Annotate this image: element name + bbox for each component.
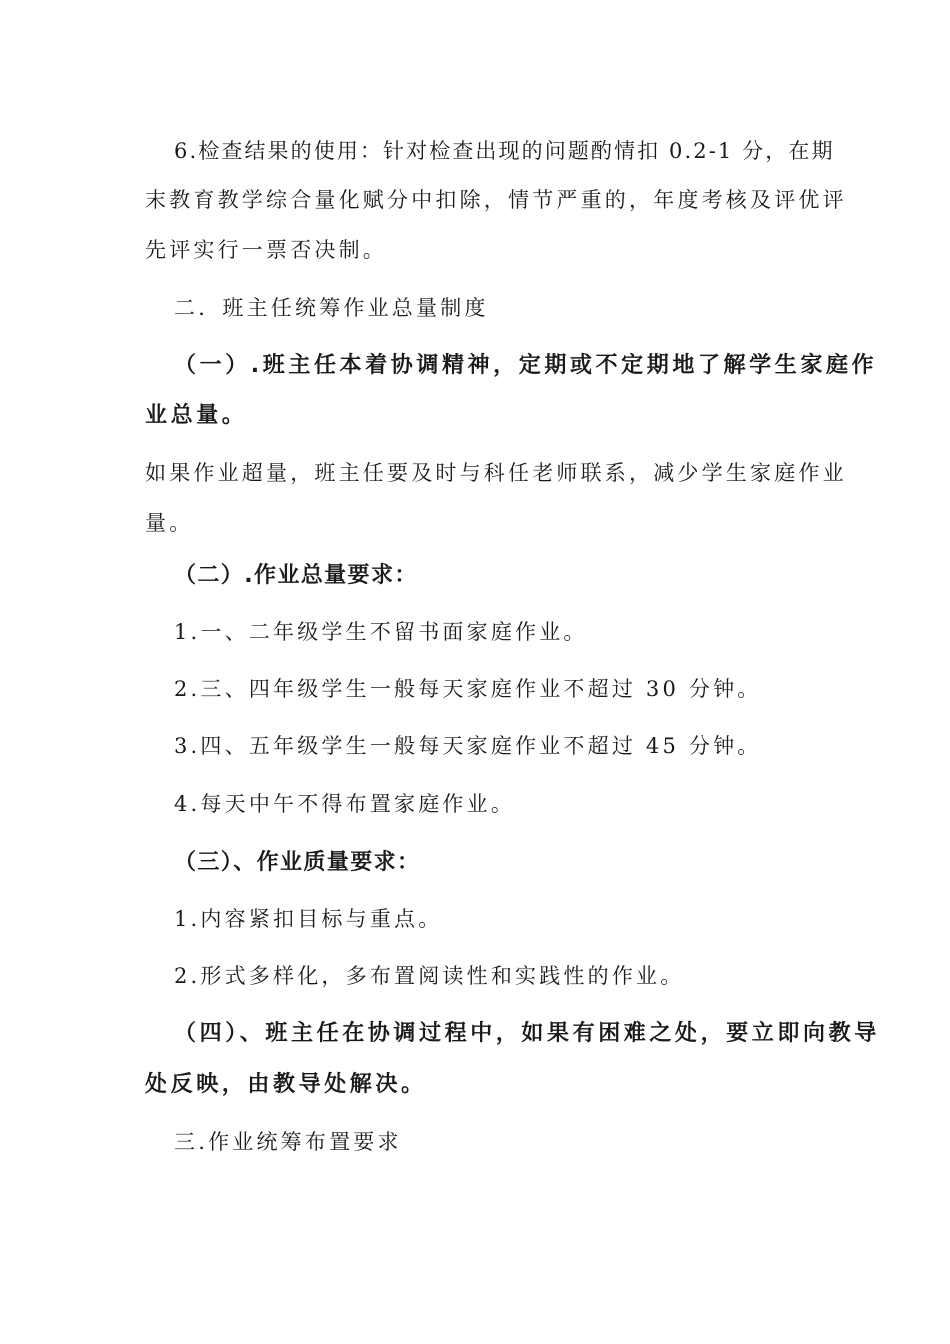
subheading-1-line-1: （一）.班主任本着协调精神，定期或不定期地了解学生家庭作 <box>174 353 878 378</box>
subheading-2: （二）.作业总量要求： <box>174 563 418 588</box>
section-heading-3: 三.作业统筹布置要求 <box>174 1130 402 1154</box>
subheading-4-line-2: 处反映，由教导处解决。 <box>145 1072 427 1097</box>
list-item-quality-2: 2.形式多样化，多布置阅读性和实践性的作业。 <box>174 964 685 988</box>
paragraph-overload-line-2: 量。 <box>145 511 194 535</box>
list-item-total-3: 3.四、五年级学生一般每天家庭作业不超过 45 分钟。 <box>174 734 762 758</box>
list-item-total-2: 2.三、四年级学生一般每天家庭作业不超过 30 分钟。 <box>174 677 762 701</box>
section-heading-2: 二．班主任统筹作业总量制度 <box>174 296 489 320</box>
paragraph-overload-line-1: 如果作业超量，班主任要及时与科任老师联系，减少学生家庭作业 <box>145 461 847 485</box>
paragraph-check-result-line-1: 6.检查结果的使用：针对检查出现的问题酌情扣 0.2-1 分，在期 <box>174 139 835 163</box>
subheading-1-line-2: 业总量。 <box>145 403 248 428</box>
subheading-4-line-1: （四）、班主任在协调过程中，如果有困难之处，要立即向教导 <box>174 1021 880 1046</box>
list-item-total-4: 4.每天中午不得布置家庭作业。 <box>174 792 516 816</box>
list-item-quality-1: 1.内容紧扣目标与重点。 <box>174 907 443 931</box>
paragraph-check-result-line-2: 末教育教学综合量化赋分中扣除，情节严重的，年度考核及评优评 <box>145 188 847 212</box>
list-item-total-1: 1.一、二年级学生不留书面家庭作业。 <box>174 620 588 644</box>
paragraph-check-result-line-3: 先评实行一票否决制。 <box>145 238 387 262</box>
subheading-3: （三）、作业质量要求： <box>174 850 421 875</box>
